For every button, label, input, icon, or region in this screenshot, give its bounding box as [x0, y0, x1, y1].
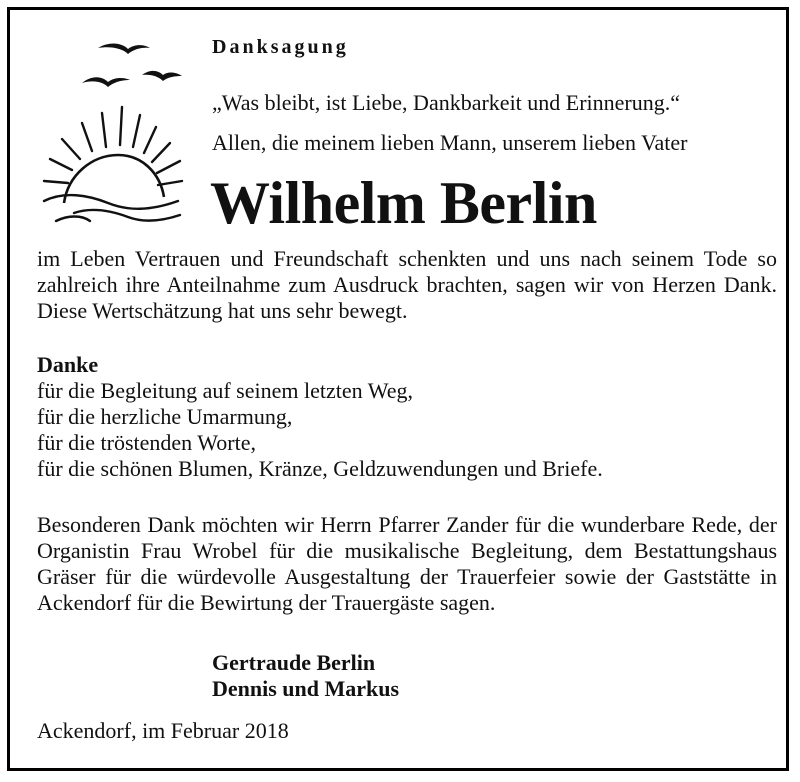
obituary-notice — [7, 7, 789, 771]
danke-line: für die tröstenden Worte, — [37, 430, 256, 455]
signatures — [212, 650, 399, 702]
danke-line: für die schönen Blumen, Kränze, Geldzuwendungen und Briefe. — [37, 456, 603, 481]
intro-line: Allen, die meinem lieben Mann, unserem lieben Vater — [212, 130, 688, 155]
danke-line: für die Begleitung auf seinem letzten Weg, — [37, 378, 413, 403]
signature-line: Gertraude Berlin — [212, 650, 376, 675]
quote: „Was bleibt, ist Liebe, Dankbarkeit und Erinnerung.“ — [212, 90, 681, 115]
place-date: Ackendorf, im Februar 2018 — [37, 718, 289, 743]
birds-over-sunset-icon — [30, 35, 200, 235]
sun-rays-icon — [44, 107, 182, 185]
deceased-name: Wilhelm Berlin — [210, 170, 597, 236]
paragraph-thanks: im Leben Vertrauen und Freundschaft schenkten und uns nach seinem Tode so zahlreich ihre Anteilnahme zum Ausdruck brachten, sagen wir von Herzen Dank. Diese Wertschätzung hat uns sehr bewegt. — [37, 246, 777, 323]
heading: Danksagung — [212, 36, 349, 58]
danke-title: Danke — [37, 352, 99, 377]
danke-list — [37, 378, 603, 482]
paragraph-special-thanks: Besonderen Dank möchten wir Herrn Pfarrer Zander für die wunderbare Rede, der Organistin Frau Wrobel für die musikalische Begleitung, dem Bestattungshaus Gräser für die würdevolle Ausgestaltung der Trauerfeier sowie der Gaststätte in Ackendorf für die Bewirtung der Trauergäste sagen. — [37, 512, 777, 615]
signature-line: Dennis und Markus — [212, 676, 400, 701]
danke-line: für die herzliche Umarmung, — [37, 404, 293, 429]
birds-icon — [82, 44, 182, 87]
